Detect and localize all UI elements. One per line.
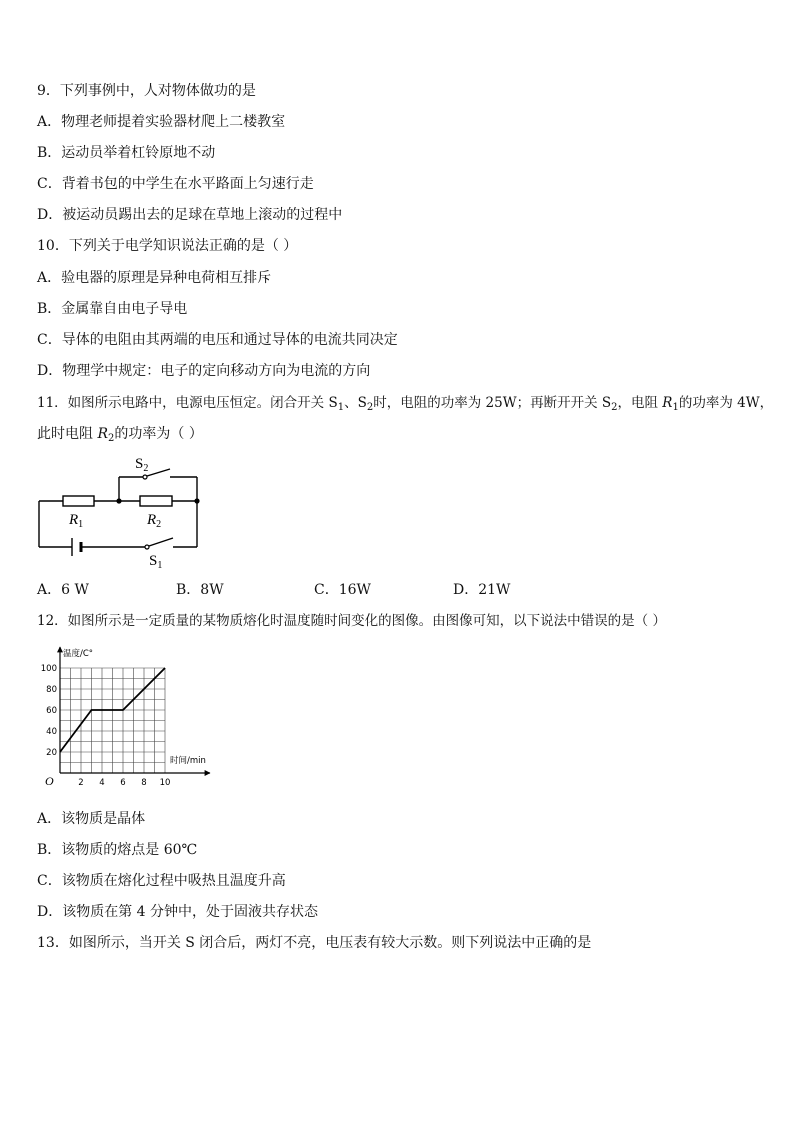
q10-stem: 10．下列关于电学知识说法正确的是（ ） <box>37 238 298 254</box>
resistor-r2 <box>140 496 172 506</box>
y-axis-label: 温度/C° <box>63 649 94 659</box>
label-r1: $R_1$ <box>69 512 84 530</box>
x-tick-label: 6 <box>120 778 126 788</box>
label-s2: $S_2$ <box>135 456 149 474</box>
switch-s1-lever <box>149 538 173 546</box>
q9-option-b: B．运动员举着杠铃原地不动 <box>37 145 216 161</box>
q11-option-c: C．16W <box>314 582 371 598</box>
q11-circuit-diagram <box>30 452 215 572</box>
x-tick-label: 10 <box>159 778 171 788</box>
q11-option-d: D．21W <box>453 582 511 598</box>
y-tick-label: 100 <box>40 664 57 674</box>
x-axis-label: 时间/min <box>170 756 206 766</box>
x-tick-label: 2 <box>78 778 84 788</box>
q12-option-c: C．该物质在熔化过程中吸热且温度升高 <box>37 873 286 889</box>
q11-option-b: B．8W <box>176 582 224 598</box>
label-s1: $S_1$ <box>149 553 163 571</box>
q9-stem: 9．下列事例中，人对物体做功的是 <box>37 83 256 99</box>
q11-stem: 11．如图所示电路中，电源电压恒定。闭合开关 $S_1$、$S_2$时，电阻的功率为 25W；再断开开关 $S_2$，电阻 $R_1$的功率为 4W， <box>37 395 774 413</box>
q10-option-a: A．验电器的原理是异种电荷相互排斥 <box>37 270 272 286</box>
y-tick-label: 60 <box>46 706 57 716</box>
resistor-r1 <box>63 496 94 506</box>
y-tick-label: 40 <box>46 727 57 737</box>
q12-stem: 12．如图所示是一定质量的某物质熔化时温度随时间变化的图像。由图像可知，以下说法中错误的是（ ） <box>37 613 666 629</box>
q12-option-d: D．该物质在第 4 分钟中，处于固液共存状态 <box>37 904 319 920</box>
q13-stem: 13．如图所示，当开关 S 闭合后，两灯不亮，电压表有较大示数。则下列说法中正确的是 <box>37 935 592 951</box>
q12-option-b: B．该物质的熔点是 60℃ <box>37 842 198 858</box>
junction-dot <box>116 498 121 503</box>
origin-label: O <box>45 774 54 788</box>
q12-option-a: A．该物质是晶体 <box>37 811 146 827</box>
q12-temperature-chart <box>30 642 220 792</box>
q11-stem-line2: 此时电阻 $R_2$的功率为（ ） <box>37 426 203 444</box>
y-tick-label: 20 <box>46 748 57 758</box>
q9-option-a: A．物理老师提着实验器材爬上二楼教室 <box>37 114 286 130</box>
q10-option-d: D．物理学中规定：电子的定向移动方向为电流的方向 <box>37 363 371 379</box>
x-tick-label: 8 <box>141 778 147 788</box>
switch-s1-contact <box>145 545 149 549</box>
y-tick-label: 80 <box>46 685 57 695</box>
switch-s2-lever <box>147 469 170 476</box>
q10-option-c: C．导体的电阻由其两端的电压和通过导体的电流共同决定 <box>37 332 398 348</box>
q9-option-d: D．被运动员踢出去的足球在草地上滚动的过程中 <box>37 207 343 223</box>
q11-option-a: A．6 W <box>37 582 89 598</box>
q9-option-c: C．背着书包的中学生在水平路面上匀速行走 <box>37 176 314 192</box>
x-tick-label: 4 <box>99 778 105 788</box>
junction-dot <box>194 498 199 503</box>
q11-options <box>0 580 794 600</box>
q10-option-b: B．金属靠自由电子导电 <box>37 301 188 317</box>
label-r2: $R_2$ <box>147 512 162 530</box>
switch-s2-contact <box>143 475 147 479</box>
